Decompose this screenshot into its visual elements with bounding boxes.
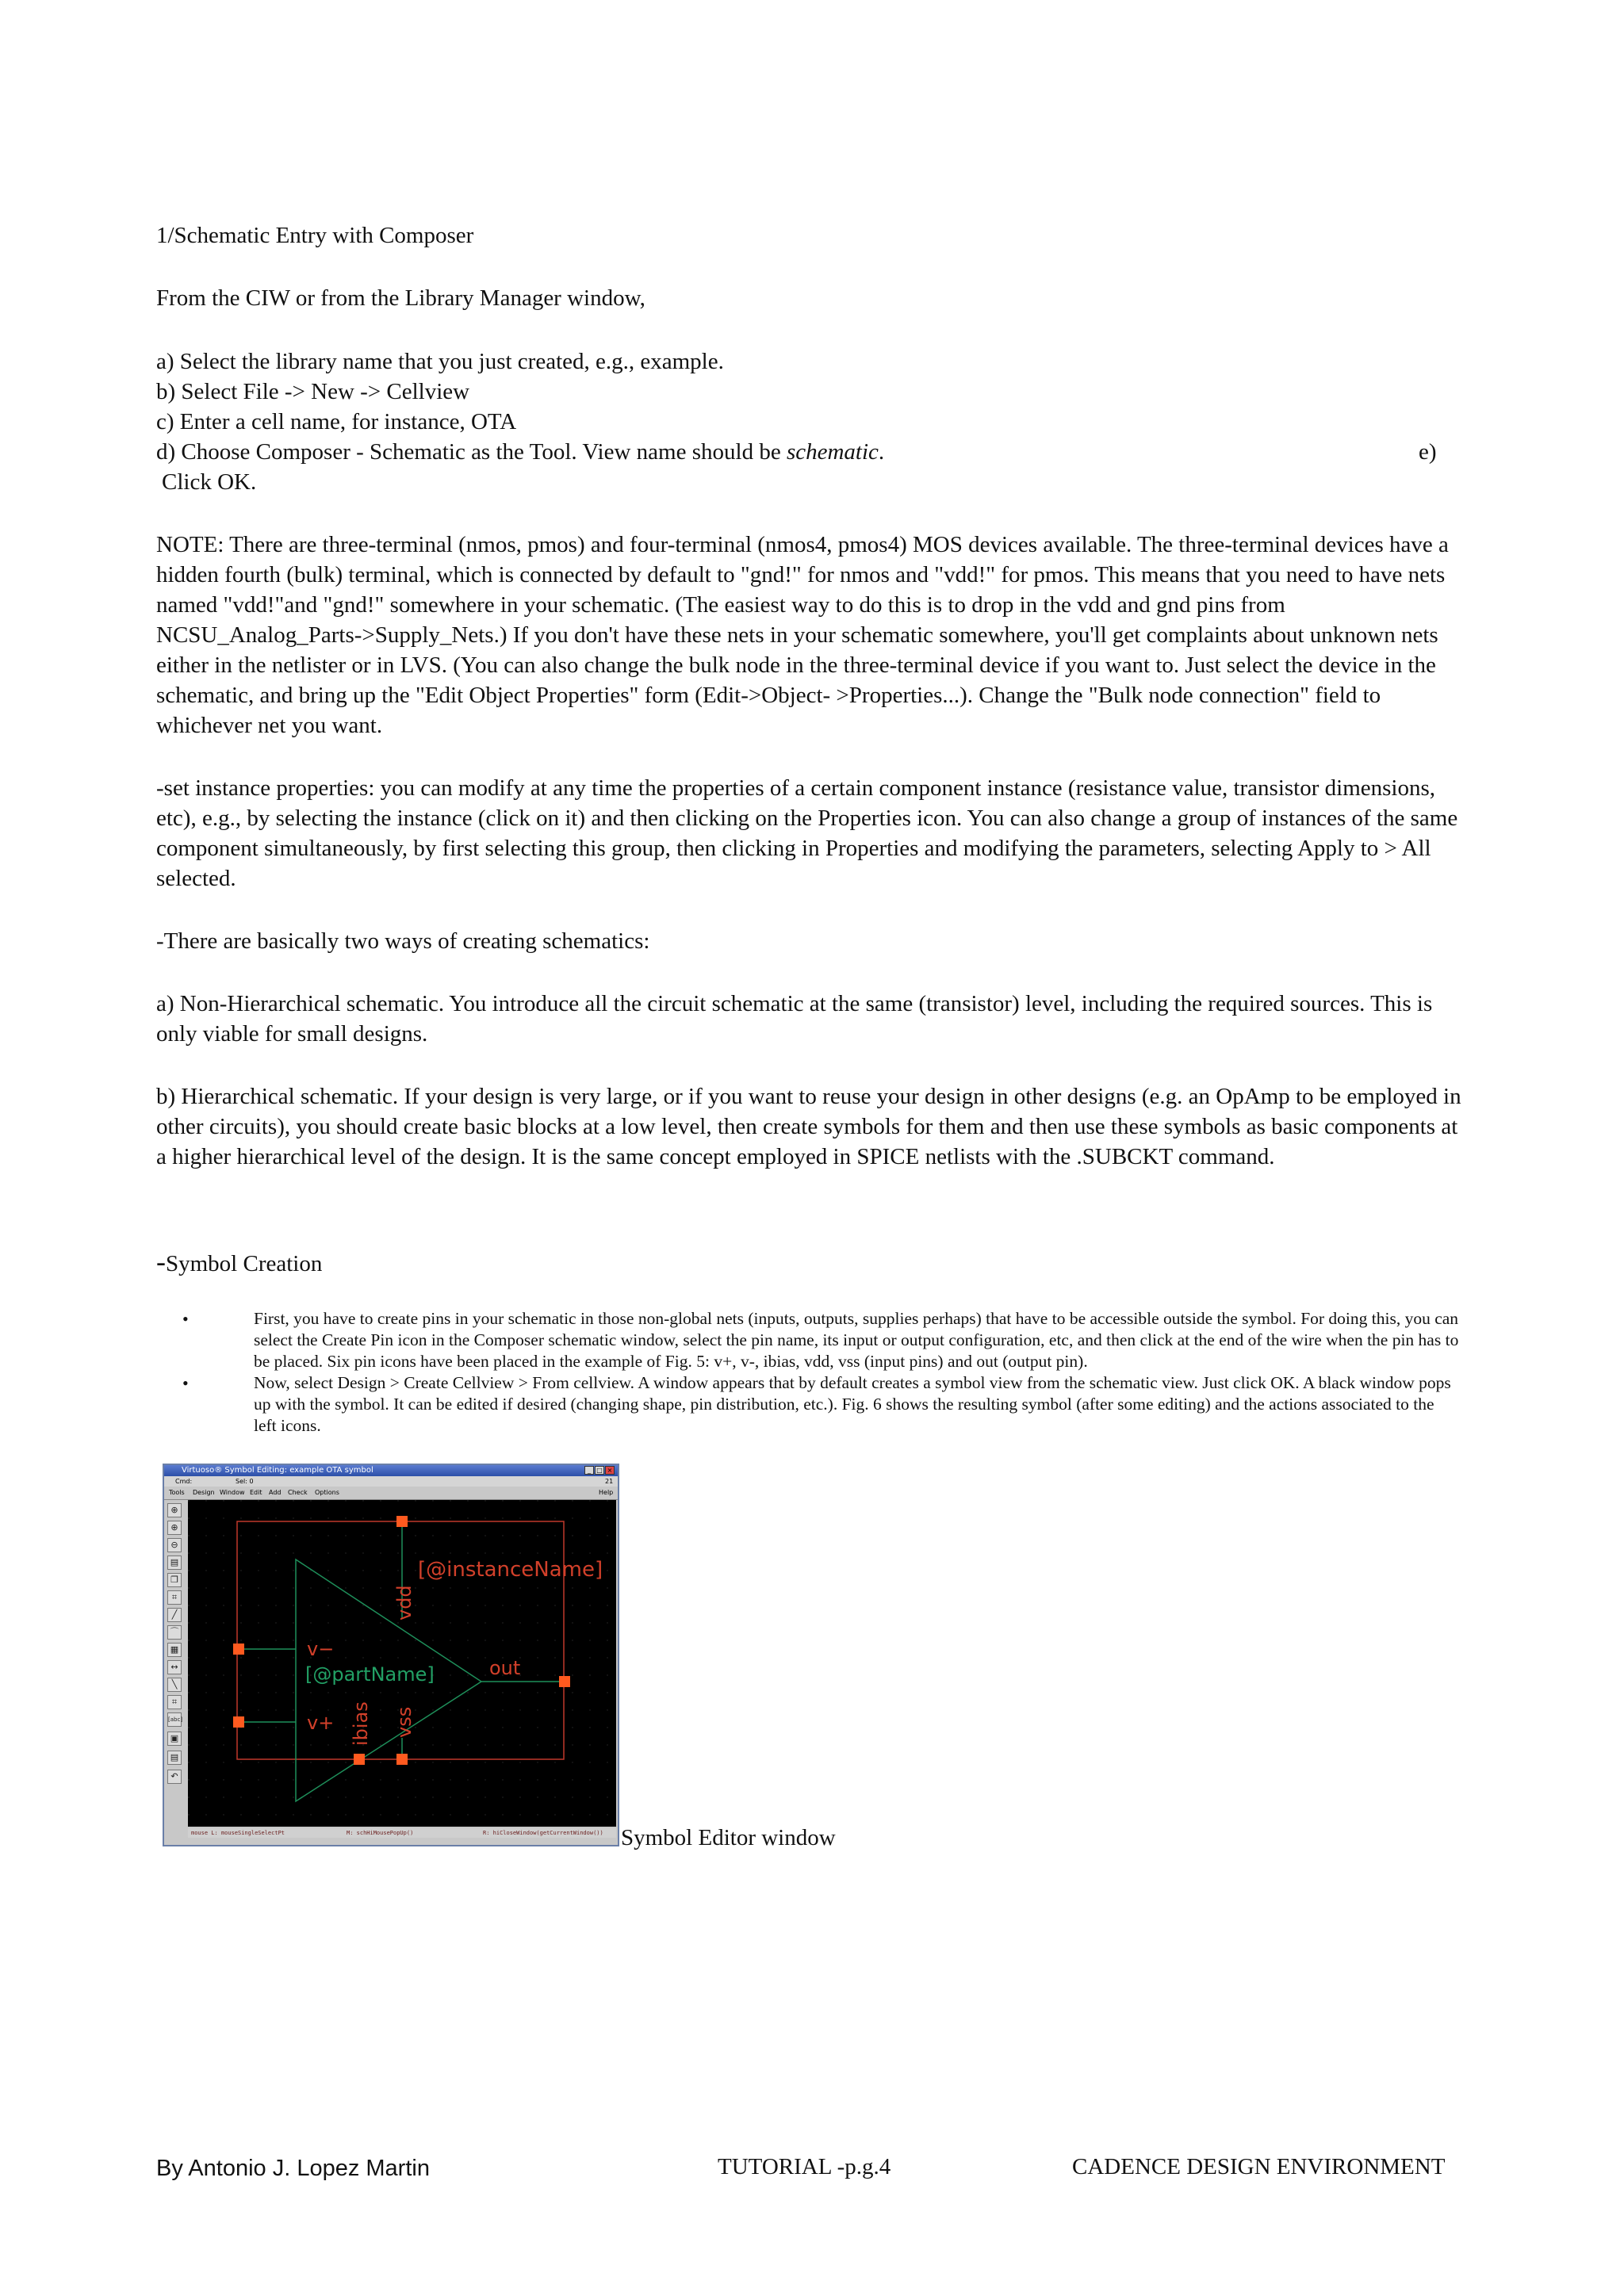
menu-check: Check <box>288 1489 308 1496</box>
pin-vminus <box>233 1644 244 1655</box>
mouse-left-binding: mouse L: mouseSingleSelectPt <box>191 1830 285 1836</box>
vss-label: vss <box>393 1706 416 1738</box>
step-a: a) Select the library name that you just created, e.g., example. <box>156 349 724 374</box>
footer-course-title: CADENCE DESIGN ENVIRONMENT <box>1072 2154 1446 2179</box>
ibias-label: ibias <box>350 1701 372 1746</box>
arc-icon: ⌒ <box>167 1625 182 1640</box>
vminus-label: v− <box>307 1638 335 1660</box>
set-instance-paragraph: -set instance properties: you can modify at any time the properties of a certain component instance (resistance value, transistor dimensions, etc), e.g., by selecting the instance (click on it) and then clicking on the Properties icon. You can also change a group of instances of the same component simultaneously, by first selecting this group, then clicking in Properties and modifying the parameters, selecting Apply to > All selected. <box>156 775 1458 891</box>
note-paragraph: NOTE: There are three-terminal (nmos, pmos) and four-terminal (nmos4, pmos4) MOS devices available. The three-terminal devices have a hidden fourth (bulk) terminal, which is connected by default to "gnd!" for nmos and "vdd!" for pmos. This means that you need to have nets named "vdd!"and "gnd!" somewhere in your schematic. (The easiest way to do this is to drop in the vdd and gnd pins from NCSU_Analog_Parts->Supply_Nets.) If you don't have these nets in your schematic somewhere, you'll get complaints about unknown nets either in the netlister or in LVS. (You can also change the bulk node in the three-terminal device if you want to. Just select the device in the schematic, and bring up the "Edit Object Properties" form (Edit->Object- >Properties...). Change the "Bulk node connection" field to whichever net you want. <box>156 532 1449 738</box>
zoom-in-icon: ⊕ <box>167 1521 182 1535</box>
pin-vdd <box>396 1516 408 1527</box>
bullet-marker: • <box>182 1309 189 1329</box>
footer-page-number: TUTORIAL -p.g.4 <box>718 2154 891 2179</box>
close-icon: × <box>605 1466 615 1475</box>
pin-vss <box>396 1754 408 1765</box>
window-titlebar <box>164 1465 618 1476</box>
menu-bar <box>164 1487 618 1500</box>
menu-window: Window <box>220 1489 245 1496</box>
status-count: 21 <box>605 1478 614 1485</box>
stretch-icon: ⌗ <box>167 1590 182 1605</box>
step-c: c) Enter a cell name, for instance, OTA <box>156 409 517 434</box>
symbol-drawing <box>188 1500 616 1827</box>
section-heading: 1/Schematic Entry with Composer <box>156 223 474 248</box>
window-title: Virtuoso® Symbol Editing: example OTA symbol <box>182 1466 373 1475</box>
symbol-creation-heading <box>156 1246 322 1279</box>
two-ways-text: -There are basically two ways of creating schematics: <box>156 928 650 954</box>
menu-edit: Edit <box>250 1489 262 1496</box>
copy-icon: ❐ <box>167 1573 182 1587</box>
step-d-text: d) Choose Composer - Schematic as the Tool. View name should be <box>156 439 787 465</box>
zoom-out-icon: ⊖ <box>167 1538 182 1552</box>
figure-caption: Symbol Editor window <box>621 1825 836 1850</box>
instance-name-label: [@instanceName] <box>418 1558 603 1582</box>
menu-help: Help <box>599 1489 614 1496</box>
undo-icon: ↶ <box>167 1770 182 1784</box>
part-name-label: [@partName] <box>305 1663 435 1686</box>
step-d-suffix: . <box>878 439 885 465</box>
maximize-icon: □ <box>595 1466 604 1475</box>
step-d-italic: schematic <box>786 439 879 465</box>
non-hierarchical-paragraph: a) Non-Hierarchical schematic. You introduce all the circuit schematic at the same (transistor) level, including the required sources. This is only viable for small designs. <box>156 991 1433 1047</box>
line-icon: ╱ <box>167 1608 182 1622</box>
pin-out <box>559 1676 570 1687</box>
symbol-heading-dash: - <box>156 1246 166 1277</box>
delete-icon: ▣ <box>167 1732 182 1746</box>
menu-tools: Tools <box>169 1489 185 1496</box>
note-icon: [abc] <box>167 1712 182 1727</box>
list-item <box>182 1372 1459 1437</box>
bullet-marker: • <box>182 1373 189 1393</box>
pin-vplus <box>233 1716 244 1728</box>
step-b: b) Select File -> New -> Cellview <box>156 379 470 404</box>
intro-text: From the CIW or from the Library Manager window, <box>156 285 645 311</box>
status-cmd: Cmd: <box>175 1478 193 1485</box>
mouse-middle-binding: M: schHiMousePopUp() <box>347 1830 414 1836</box>
wire-icon: ╲ <box>167 1678 182 1692</box>
menu-design: Design <box>193 1489 215 1496</box>
property-icon: ▤ <box>167 1751 182 1765</box>
symbol-heading-text: Symbol Creation <box>166 1251 323 1276</box>
tool-palette <box>164 1500 186 1832</box>
menu-options: Options <box>315 1489 339 1496</box>
bullet-text: First, you have to create pins in your schematic in those non-global nets (inputs, outputs, supplies perhaps) that have to be accessible outside the symbol. For doing this, you can select the Create Pin icon in the Composer schematic window, select the pin name, its input or output configuration, etc, and then click at the end of the wire when the pin has to be placed. Six pin icons have been placed in the example of Fig. 5: v+, v-, ibias, vdd, vss (input pins) and out (output pin). <box>254 1309 1459 1371</box>
status-sel: Sel: 0 <box>236 1478 254 1485</box>
list-item <box>182 1308 1459 1372</box>
mouse-bindings-bar <box>188 1828 616 1838</box>
vdd-label: vdd <box>393 1585 416 1621</box>
vplus-label: v+ <box>307 1712 335 1734</box>
out-label: out <box>489 1657 521 1679</box>
move-icon: ↔ <box>167 1660 182 1674</box>
fit-icon: ⊕ <box>167 1503 182 1517</box>
label-icon: ⌗ <box>167 1695 182 1709</box>
step-e-marker: e) <box>1419 439 1437 465</box>
footer-author: By Antonio J. Lopez Martin <box>156 2156 430 2181</box>
mouse-right-binding: R: hiCloseWindow(getCurrentWindow()) <box>483 1830 603 1836</box>
symbol-canvas <box>188 1500 616 1827</box>
pin-ibias <box>354 1754 365 1765</box>
bullet-text: Now, select Design > Create Cellview > From cellview. A window appears that by default creates a symbol view from the schematic view. Just click OK. A black window pops up with the symbol. It can be edited if desired (changing shape, pin distribution, etc.). Fig. 6 shows the resulting symbol (after some editing) and the actions associated to the left icons. <box>254 1373 1451 1435</box>
menu-add: Add <box>269 1489 282 1496</box>
symbol-editor-screenshot <box>163 1464 619 1846</box>
pin-icon: ▦ <box>167 1643 182 1657</box>
minimize-icon: _ <box>584 1466 594 1475</box>
bullet-list <box>182 1308 1459 1437</box>
status-bar <box>164 1476 618 1487</box>
step-e-text: Click OK. <box>162 469 257 495</box>
hierarchical-paragraph: b) Hierarchical schematic. If your design is very large, or if you want to reuse your design in other designs (e.g. an OpAmp to be employed in other circuits), you should create basic blocks at a low level, then create symbols for them and then use these symbols as basic components at a higher hierarchical level of the design. It is the same concept employed in SPICE netlists with the .SUBCKT command. <box>156 1084 1461 1169</box>
save-icon: ▤ <box>167 1556 182 1570</box>
step-d <box>156 437 884 467</box>
